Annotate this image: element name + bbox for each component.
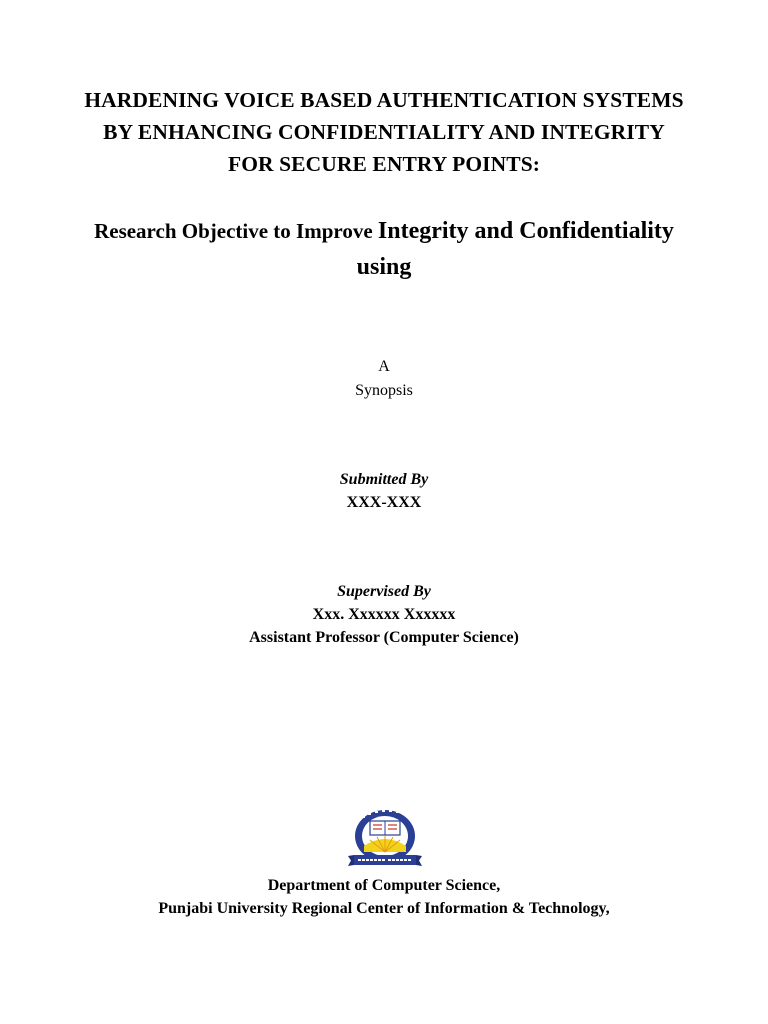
document-title-line-3: FOR SECURE ENTRY POINTS: bbox=[227, 152, 541, 176]
research-objective-emphasis: Integrity and Confidentiality bbox=[377, 218, 674, 244]
submitted-by-name: XXX-XXX bbox=[346, 494, 422, 511]
punjabi-university-emblem-icon bbox=[348, 808, 422, 872]
research-objective-line-2: using bbox=[356, 254, 412, 280]
department-name: Department of Computer Science, bbox=[267, 877, 501, 894]
document-title-line-2: BY ENHANCING CONFIDENTIALITY AND INTEGRITY bbox=[103, 120, 665, 144]
doc-type-name: Synopsis bbox=[355, 382, 413, 399]
research-objective-text: Research Objective to Improve bbox=[94, 219, 378, 243]
supervisor-name: Xxx. Xxxxxx Xxxxxx bbox=[312, 606, 456, 623]
document-title-line-1: HARDENING VOICE BASED AUTHENTICATION SYSTEMS bbox=[84, 88, 684, 112]
doc-type-article: A bbox=[378, 358, 390, 375]
submitted-by-label: Submitted By bbox=[339, 471, 429, 488]
supervisor-designation: Assistant Professor (Computer Science) bbox=[249, 629, 519, 646]
institution-name: Punjabi University Regional Center of Information & Technology, bbox=[158, 900, 610, 917]
research-objective-line-1 bbox=[0, 218, 768, 245]
supervised-by-label: Supervised By bbox=[337, 583, 431, 600]
